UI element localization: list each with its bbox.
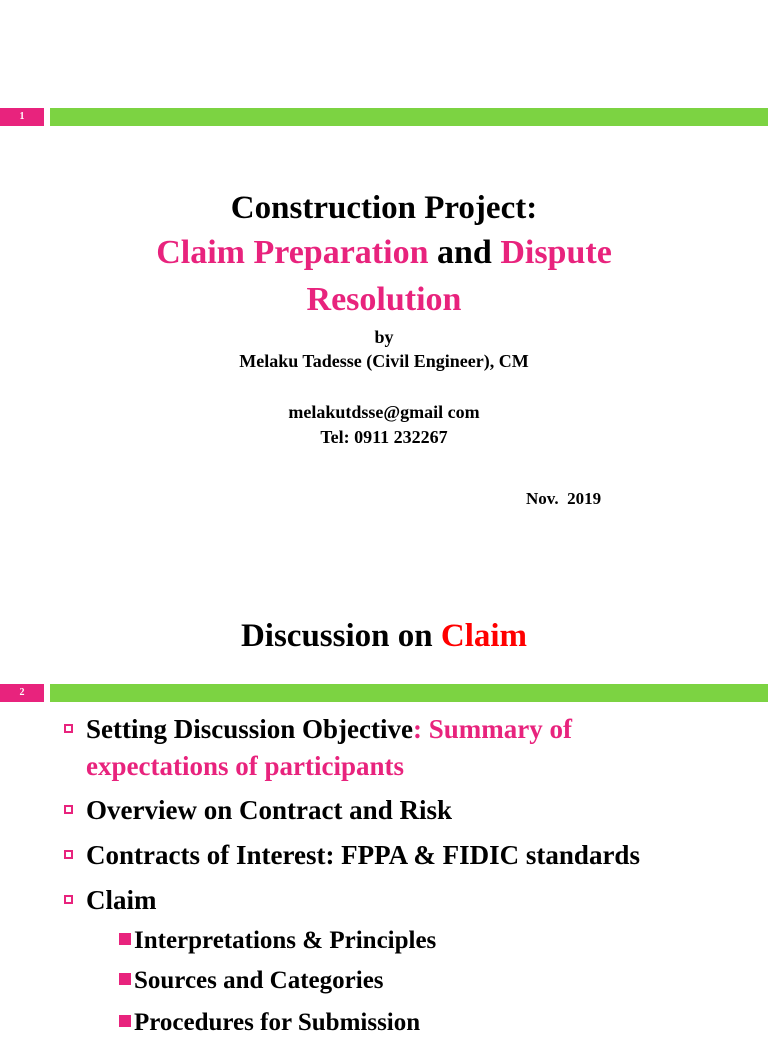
green-strip [50, 108, 768, 126]
list-item [86, 792, 452, 829]
bullet-highlight: : Summary of [413, 714, 572, 744]
title-line-1: Construction Project: [230, 190, 538, 226]
title-and: and [428, 234, 501, 271]
bullet-text: Contracts of Interest: FPPA & FIDIC standards [86, 840, 640, 870]
hollow-square-bullet-icon [64, 895, 73, 904]
bullet-continuation: expectations of participants [86, 751, 404, 781]
bullet-text: Overview on Contract and Risk [86, 795, 452, 825]
bullet-text: Setting Discussion Objective [86, 714, 413, 744]
sub-list-item [134, 926, 436, 956]
sub-bullet-text: Interpretations & Principles [134, 927, 437, 954]
slide-2-title [0, 618, 768, 655]
filled-square-bullet-icon [119, 1015, 131, 1027]
author: Melaku Tadesse (Civil Engineer), CM [239, 351, 529, 371]
slide-number-badge: 2 [0, 684, 44, 702]
list-item [86, 837, 640, 874]
filled-square-bullet-icon [119, 973, 131, 985]
title-dispute: Dispute [500, 234, 612, 271]
slide-2 [0, 580, 768, 1036]
by-label: by [374, 327, 394, 347]
filled-square-bullet-icon [119, 933, 131, 945]
hollow-square-bullet-icon [64, 850, 73, 859]
title-line-2 [0, 234, 768, 272]
telephone: Tel: 0911 232267 [320, 427, 448, 447]
green-strip [50, 684, 768, 702]
sub-list-item [134, 966, 384, 996]
title-discussion-on: Discussion on [240, 618, 441, 654]
slide-number-badge: 1 [0, 108, 44, 126]
slide-header-bar [0, 108, 768, 126]
date: Nov. 2019 [526, 489, 602, 508]
sub-bullet-text: Procedures for Submission [134, 1009, 421, 1036]
email: melakutdsse@gmail com [288, 402, 480, 422]
title-claim-preparation: Claim Preparation [156, 234, 429, 271]
hollow-square-bullet-icon [64, 805, 73, 814]
slide-header-bar [0, 684, 768, 702]
title-line-3: Resolution [306, 281, 462, 318]
list-item [86, 711, 572, 785]
sub-bullet-text: Sources and Categories [134, 967, 384, 994]
sub-list-item [134, 1008, 420, 1038]
title-claim: Claim [440, 618, 528, 654]
hollow-square-bullet-icon [64, 724, 73, 733]
bullet-text: Claim [86, 885, 157, 915]
list-item [86, 882, 157, 919]
